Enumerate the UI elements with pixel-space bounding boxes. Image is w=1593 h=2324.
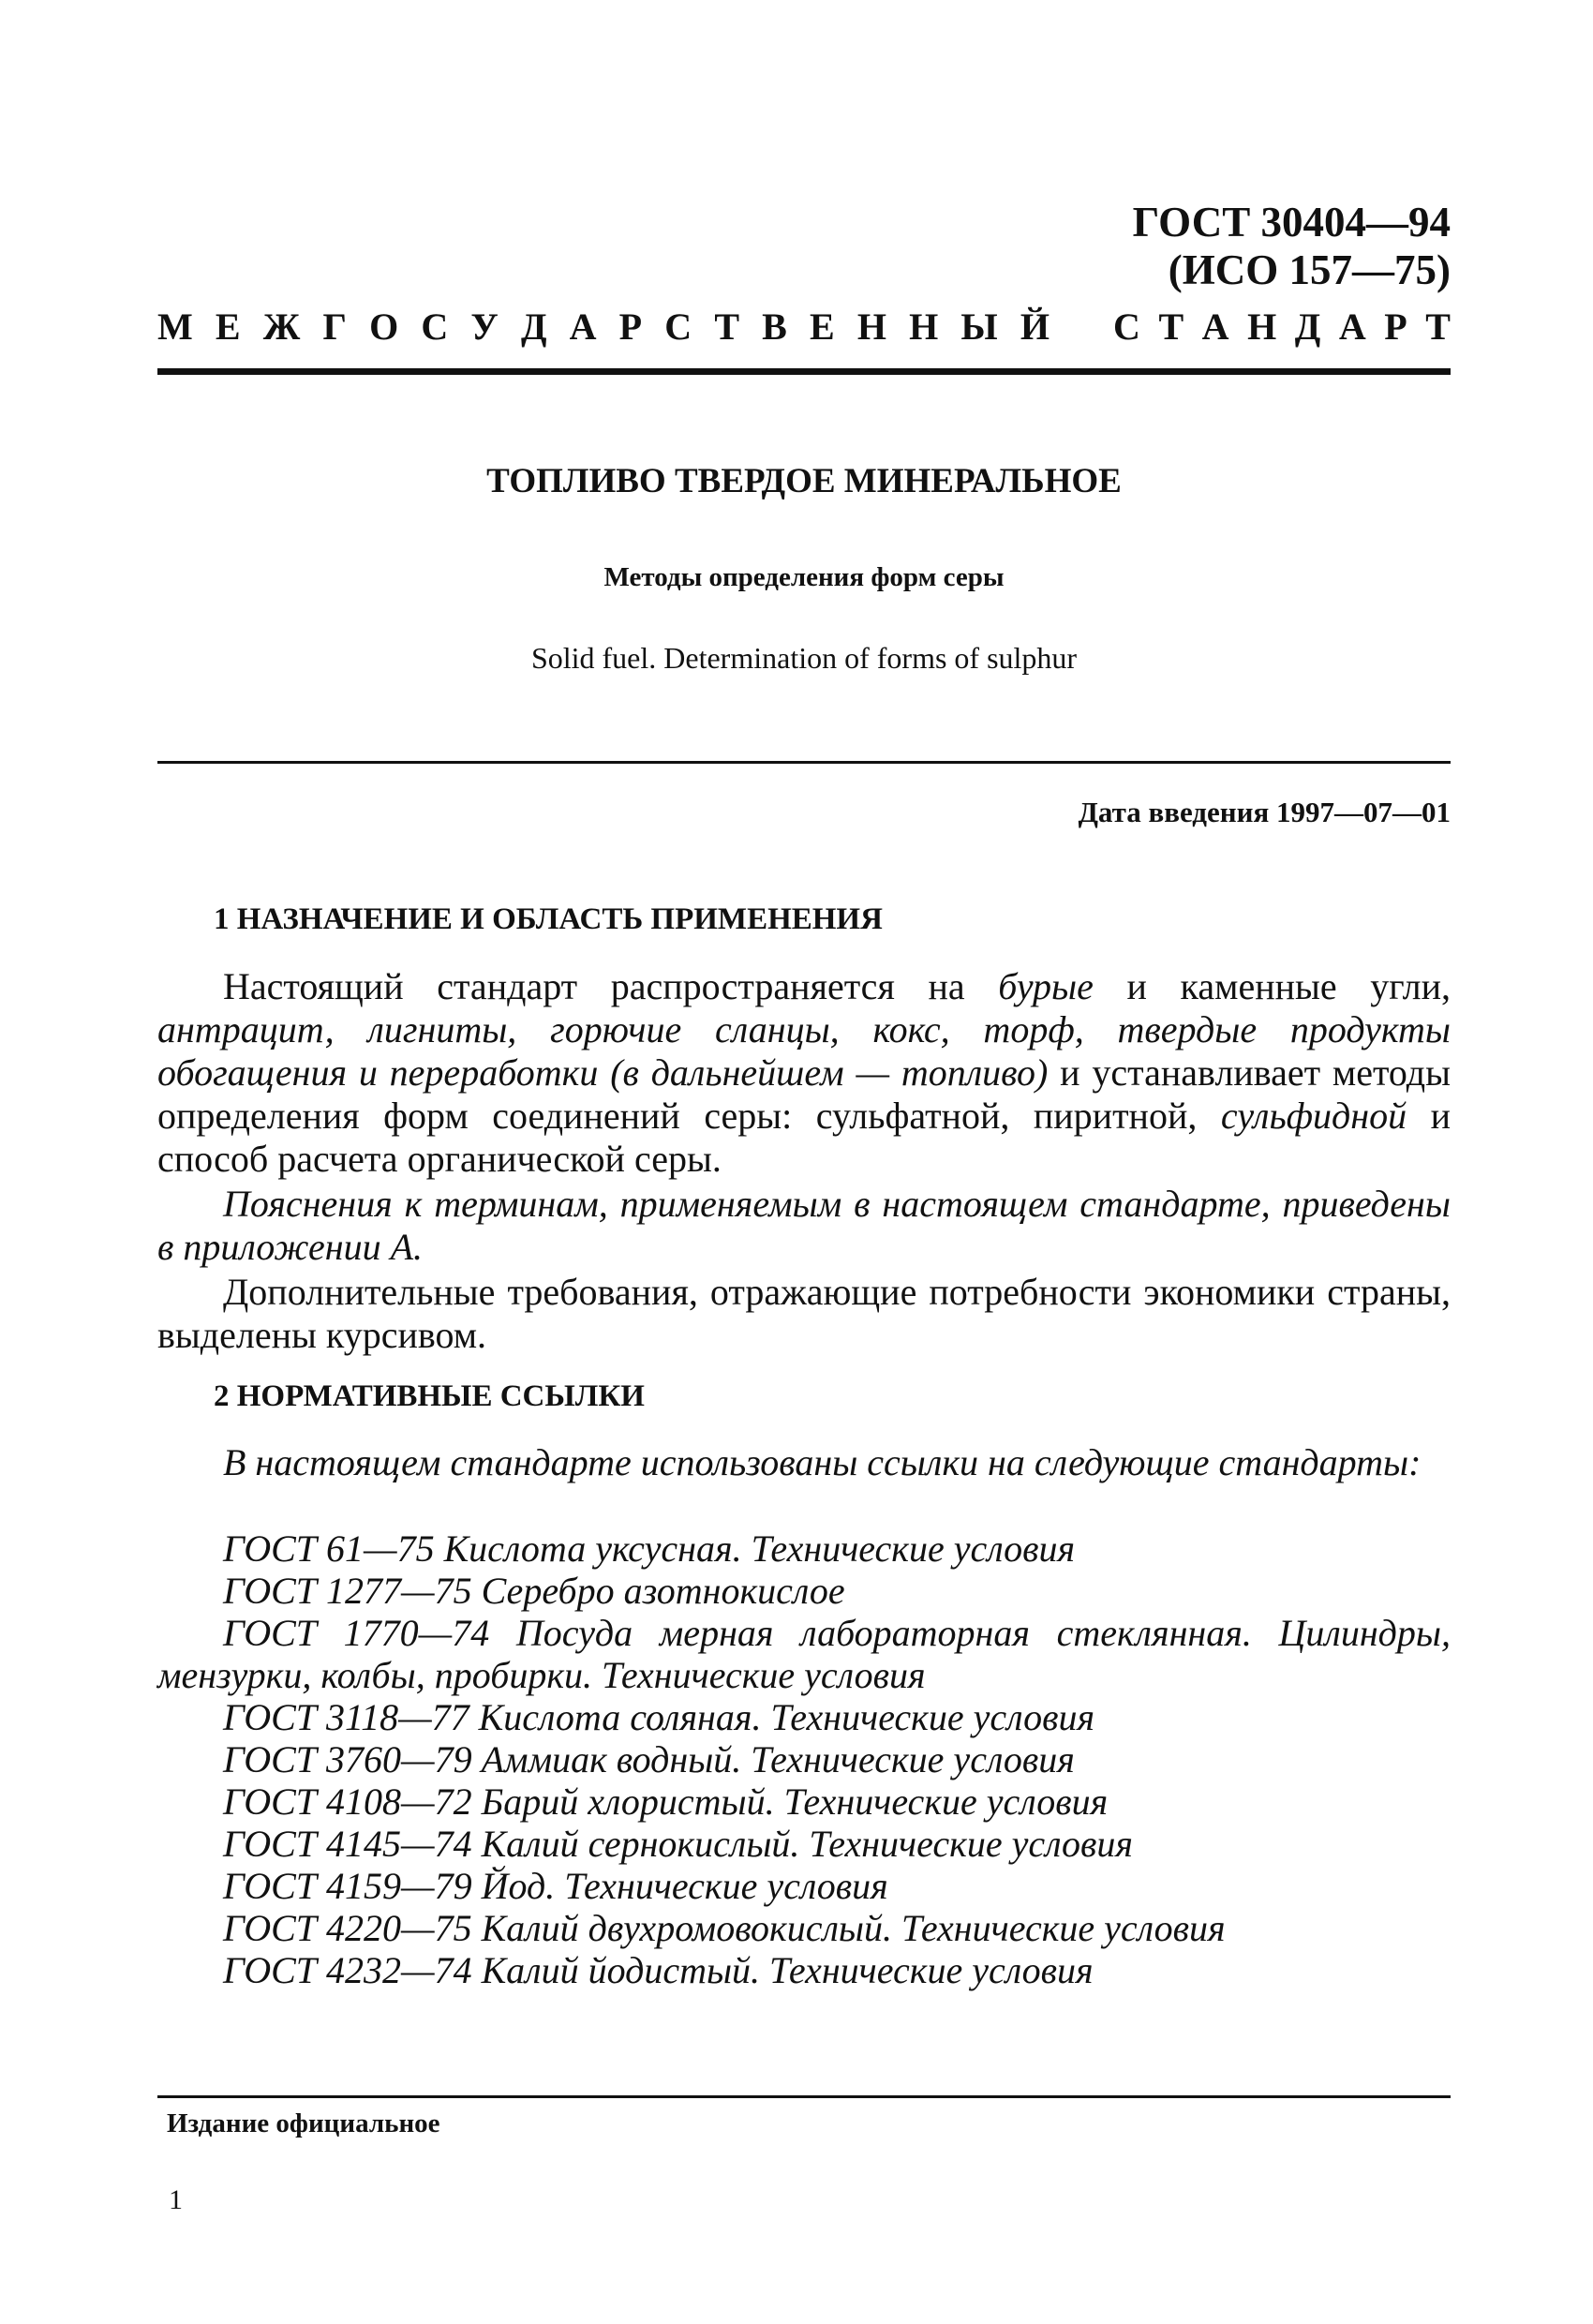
letter: Д xyxy=(520,305,547,348)
footer-divider xyxy=(157,2095,1451,2098)
letter: С xyxy=(1113,305,1140,348)
standard-word xyxy=(1113,305,1451,349)
letter: Т xyxy=(1425,305,1451,348)
references-intro-paragraph: В настоящем стандарте использованы ссылки на следующие стандарты: xyxy=(223,1441,1422,1483)
letter: Н xyxy=(856,305,886,348)
letter: О xyxy=(369,305,399,348)
section-2-heading: 2 НОРМАТИВНЫЕ ССЫЛКИ xyxy=(214,1379,645,1413)
letter: Е xyxy=(810,305,835,348)
official-edition-label: Издание официальное xyxy=(167,2108,440,2138)
gost-number: ГОСТ 30404—94 xyxy=(1132,199,1451,246)
letter: Р xyxy=(1384,305,1407,348)
section-1-body xyxy=(157,965,1451,1357)
document-title: ТОПЛИВО ТВЕРДОЕ МИНЕРАЛЬНОЕ xyxy=(486,462,1122,500)
list-item: ГОСТ 4159—79 Йод. Технические условия xyxy=(223,1865,888,1907)
letter: Н xyxy=(909,305,939,348)
letter: С xyxy=(421,305,449,348)
terms-note-paragraph: Пояснения к терминам, применяемым в настоящем стандарте, приведены в приложении А. xyxy=(157,1183,1451,1268)
document-subtitle: Методы определения форм серы xyxy=(603,562,1005,592)
list-item: ГОСТ 1277—75 Серебро азотнокислое xyxy=(223,1570,845,1612)
letter: Ж xyxy=(262,305,301,348)
title-divider xyxy=(157,761,1451,764)
introduction-date: Дата введения 1997—07—01 xyxy=(1078,796,1451,828)
letter: А xyxy=(1338,305,1366,348)
letter: У xyxy=(470,305,499,348)
letter: Р xyxy=(618,305,643,348)
letter: Т xyxy=(714,305,739,348)
letter: Ы xyxy=(960,305,998,348)
additional-requirements-paragraph: Дополнительные требования, отражающие потребности экономики страны, выделены курсивом. xyxy=(157,1271,1451,1356)
iso-number: (ИСО 157—75) xyxy=(1168,246,1451,293)
letter: Д xyxy=(1294,305,1321,348)
letter: Н xyxy=(1247,305,1277,348)
list-item: ГОСТ 61—75 Кислота уксусная. Технические условия xyxy=(223,1527,1076,1570)
scope-paragraph: Настоящий стандарт распространяется на бурые и каменные угли, антрацит, лигниты, горючие сланцы, кокс, торф, твердые продукты обогащения и переработки (в дальнейшем — топливо) и устанавливает методы определения форм соединений серы: сульфатной, пиритной, сульфидной и способ расчета органической серы. xyxy=(157,965,1452,1180)
list-item: ГОСТ 3118—77 Кислота соляная. Технические условия xyxy=(223,1696,1095,1738)
section-2-intro xyxy=(157,1441,1451,1484)
interstate-word xyxy=(157,305,1050,349)
letter: В xyxy=(762,305,787,348)
english-title: Solid fuel. Determination of forms of sulphur xyxy=(530,641,1078,675)
normative-references-list xyxy=(157,1527,1451,1991)
list-item: ГОСТ 4232—74 Калий йодистый. Технические условия xyxy=(223,1949,1094,1991)
standard-designation xyxy=(1133,199,1451,294)
section-1-heading: 1 НАЗНАЧЕНИЕ И ОБЛАСТЬ ПРИМЕНЕНИЯ xyxy=(214,902,883,936)
document-page xyxy=(157,0,1451,2324)
list-item: ГОСТ 4145—74 Калий сернокислый. Технические условия xyxy=(223,1823,1133,1865)
letter: А xyxy=(569,305,597,348)
letter: А xyxy=(1201,305,1229,348)
letter: Е xyxy=(215,305,241,348)
list-item: ГОСТ 4220—75 Калий двухромовокислый. Технические условия xyxy=(223,1907,1226,1949)
letter: Т xyxy=(1158,305,1184,348)
list-item: ГОСТ 1770—74 Посуда мерная лабораторная стеклянная. Цилиндры, мензурки, колбы, пробирки. Технические условия xyxy=(157,1612,1451,1696)
letter: Г xyxy=(322,305,347,348)
interstate-standard-banner xyxy=(157,305,1451,349)
list-item: ГОСТ 3760—79 Аммиак водный. Технические условия xyxy=(223,1738,1075,1780)
list-item: ГОСТ 4108—72 Барий хлористый. Технические условия xyxy=(223,1780,1109,1823)
header-divider xyxy=(157,368,1451,375)
page-number: 1 xyxy=(169,2184,183,2215)
letter: Й xyxy=(1020,305,1050,348)
letter: М xyxy=(157,305,193,348)
letter: С xyxy=(664,305,692,348)
